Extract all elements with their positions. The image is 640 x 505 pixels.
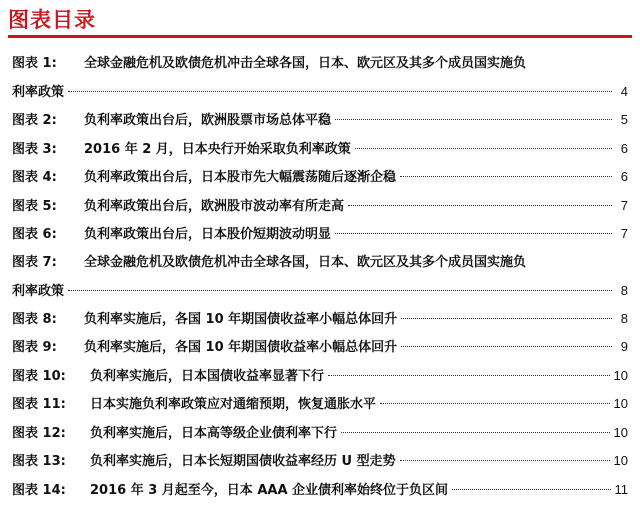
toc-entry-text: 负利率政策出台后，日本股市先大幅震荡随后逐渐企稳 [84, 170, 397, 185]
toc-entry-page: 5 [620, 112, 628, 127]
toc-entry-line [12, 362, 628, 390]
toc-entry-page: 6 [620, 169, 628, 184]
leader-dots [400, 176, 612, 177]
toc-entry-page: 6 [620, 140, 628, 156]
toc-entry-page: 10 [613, 424, 628, 440]
toc-entry[interactable] [12, 333, 628, 362]
toc-entry-line [12, 50, 628, 78]
leader-dots [335, 119, 612, 120]
toc-entry-page: 11 [614, 481, 628, 497]
toc-entry-line [12, 277, 628, 305]
toc-entry-page: 10 [613, 367, 628, 383]
toc-entry-page: 7 [620, 197, 628, 213]
toc-entry-text: 负利率实施后，各国 10 年期国债收益率小幅总体回升 [84, 311, 398, 327]
toc-entry[interactable] [12, 447, 628, 476]
leader-dots [380, 403, 610, 404]
toc-entry-label: 图表 2: [12, 113, 57, 128]
toc-entry[interactable] [12, 362, 628, 391]
toc-entry-label: 图表 11: [12, 397, 66, 412]
toc-entry-line [12, 447, 628, 475]
toc-entry-line [12, 220, 628, 248]
toc-entry-text: 负利率实施后，日本长短期国债收益率经历 U 型走势 [90, 454, 396, 469]
toc-entry-text: 负利率实施后，各国 10 年期国债收益率小幅总体回升 [84, 340, 398, 355]
toc-entry-text: 全球金融危机及欧债危机冲击全球各国，日本、欧元区及其多个成员国实施负 [84, 254, 527, 270]
toc-entry-page: 10 [613, 453, 628, 468]
toc-entry-label: 图表 1: [12, 56, 57, 71]
leader-dots [401, 346, 612, 347]
toc-entry-line [12, 305, 628, 333]
toc-entry[interactable] [12, 163, 628, 192]
toc-entry[interactable] [12, 220, 628, 249]
toc-entry-line [12, 390, 628, 418]
toc-entry-page: 4 [620, 84, 628, 99]
toc-entry-page: 7 [620, 226, 628, 241]
toc-entry-text: 负利率实施后，日本国债收益率显著下行 [90, 368, 325, 384]
toc-entry-line [12, 476, 628, 504]
toc-entry-page: 10 [613, 396, 628, 411]
leader-dots [400, 460, 610, 461]
toc-entry-label: 图表 8: [12, 311, 57, 327]
toc-entry-text: 负利率政策出台后，日本股价短期波动明显 [84, 227, 332, 242]
toc-entry[interactable] [12, 50, 628, 106]
toc-entry-line [12, 163, 628, 191]
toc-entry-label: 图表 13: [12, 454, 66, 469]
toc-entry[interactable] [12, 419, 628, 448]
toc-entry-label: 图表 9: [12, 340, 57, 355]
toc-list [12, 50, 628, 504]
toc-entry-line [12, 78, 628, 106]
toc-entry[interactable] [12, 106, 628, 135]
toc-entry-text: 日本实施负利率政策应对通缩预期，恢复通胀水平 [90, 397, 377, 412]
toc-entry-text-continued: 利率政策 [12, 85, 65, 100]
leader-dots [341, 432, 610, 433]
toc-entry-line [12, 106, 628, 134]
toc-title: 图表目录 [8, 8, 96, 32]
toc-entry-text-continued: 利率政策 [12, 283, 65, 299]
toc-entry[interactable] [12, 135, 628, 164]
toc-entry[interactable] [12, 249, 628, 305]
toc-entry-label: 图表 3: [12, 141, 57, 157]
leader-dots [355, 148, 612, 149]
toc-entry-label: 图表 5: [12, 198, 57, 214]
title-rule [8, 35, 632, 38]
toc-entry-line [12, 192, 628, 220]
toc-entry-text: 负利率政策出台后，欧洲股市波动率有所走高 [84, 198, 345, 214]
toc-entry-page: 9 [620, 339, 628, 354]
toc-entry[interactable] [12, 305, 628, 334]
leader-dots [68, 91, 612, 92]
leader-dots [401, 318, 612, 319]
toc-entry-text: 全球金融危机及欧债危机冲击全球各国，日本、欧元区及其多个成员国实施负 [84, 56, 527, 71]
leader-dots [335, 233, 612, 234]
toc-entry-label: 图表 10: [12, 368, 66, 384]
toc-entry[interactable] [12, 476, 628, 505]
toc-entry-page: 8 [620, 282, 628, 298]
toc-entry[interactable] [12, 390, 628, 419]
toc-entry-text: 负利率实施后，日本高等级企业债利率下行 [90, 425, 338, 441]
toc-entry-text: 2016 年 2 月，日本央行开始采取负利率政策 [84, 141, 351, 157]
toc-entry-line [12, 419, 628, 447]
toc-entry-line [12, 135, 628, 163]
leader-dots [68, 290, 612, 291]
toc-entry-label: 图表 6: [12, 227, 57, 242]
toc-entry-line [12, 249, 628, 277]
toc-entry-line [12, 333, 628, 361]
toc-entry-page: 8 [620, 310, 628, 326]
toc-entry-text: 2016 年 3 月起至今，日本 AAA 企业债利率始终位于负区间 [90, 482, 449, 498]
leader-dots [348, 205, 612, 206]
toc-entry-label: 图表 14: [12, 482, 66, 498]
leader-dots [328, 375, 610, 376]
toc-entry-label: 图表 7: [12, 254, 57, 270]
toc-entry-text: 负利率政策出台后，欧洲股票市场总体平稳 [84, 113, 332, 128]
toc-entry-label: 图表 12: [12, 425, 66, 441]
toc-entry-label: 图表 4: [12, 170, 57, 185]
leader-dots [452, 489, 610, 490]
toc-entry[interactable] [12, 192, 628, 221]
